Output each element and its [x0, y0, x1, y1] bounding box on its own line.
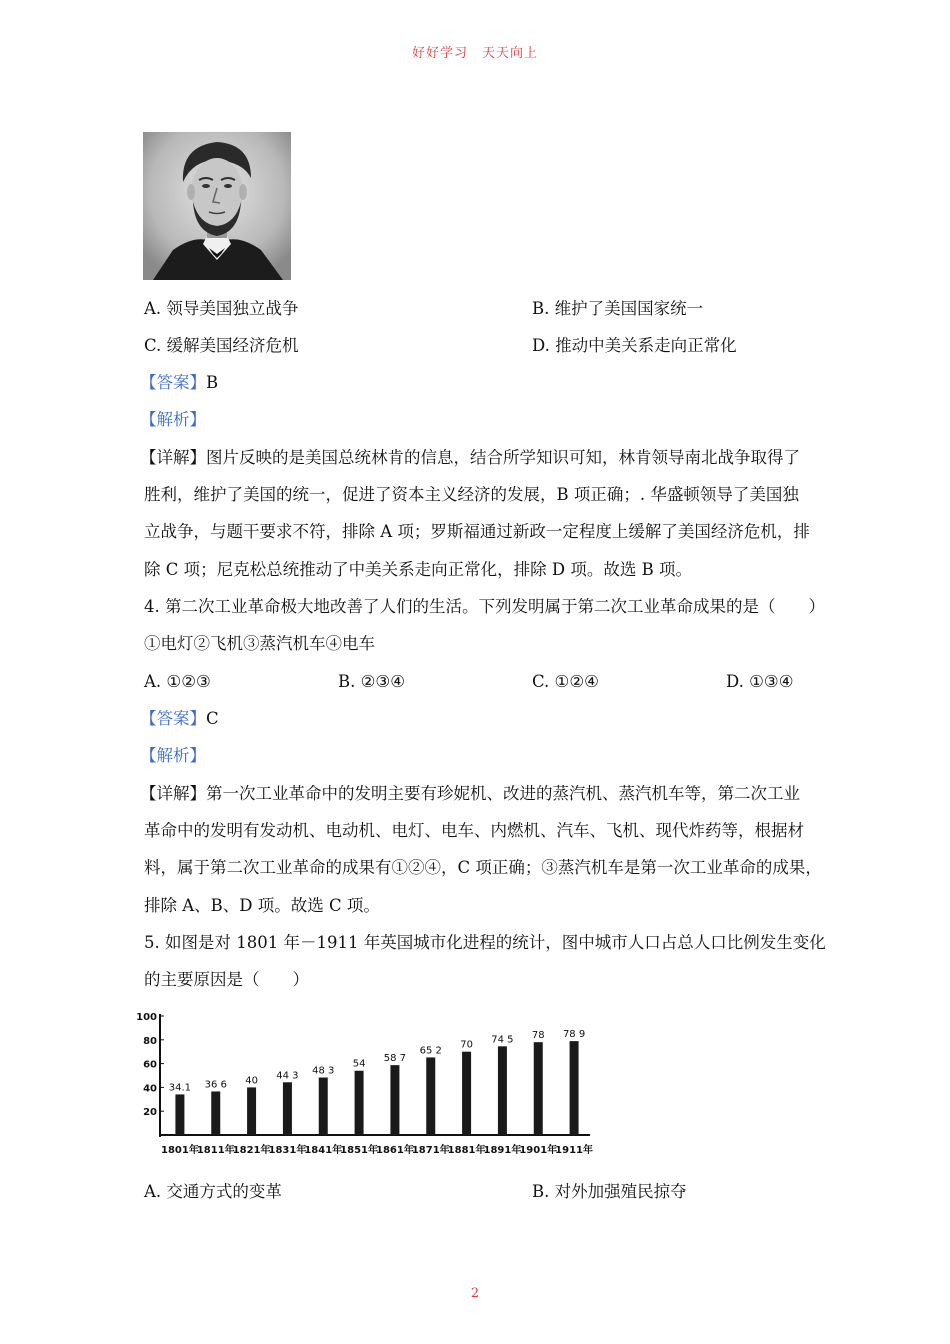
q3-detail-text-1: 图片反映的是美国总统林肯的信息，结合所学知识可知，林肯领导南北战争取得了	[206, 448, 800, 467]
q4-analysis-tag: 【解析】	[140, 746, 206, 765]
q4-detail-line-4: 排除 A、B、D 项。故选 C 项。	[144, 896, 380, 915]
category-label: 1851年	[340, 1145, 379, 1156]
q3-detail-line-2: 胜利，维护了美国的统一，促进了资本主义经济的发展，B 项正确；. 华盛顿领导了美国独	[144, 485, 799, 504]
y-tick-label: 20	[143, 1107, 157, 1119]
category-label: 1891年	[483, 1145, 522, 1156]
q5-stem-line-2: 的主要原因是（ ）	[144, 970, 309, 989]
q4-option-d: D. ①③④	[726, 672, 794, 691]
q4-items: ①电灯②飞机③蒸汽机车④电车	[144, 634, 375, 653]
y-tick-label: 40	[143, 1083, 157, 1095]
data-label: 74 5	[491, 1034, 514, 1046]
q4-detail-line-1	[140, 784, 800, 804]
q3-analysis-tag: 【解析】	[140, 410, 206, 429]
q4-stem: 4. 第二次工业革命极大地改善了人们的生活。下列发明属于第二次工业革命成果的是（ ）	[144, 597, 825, 616]
answer-tag: 【答案】	[140, 709, 206, 728]
data-label: 44 3	[276, 1070, 299, 1082]
data-label: 78	[531, 1030, 545, 1042]
q4-option-a: A. ①②③	[144, 672, 211, 691]
q4-option-b: B. ②③④	[338, 672, 405, 691]
bar	[570, 1041, 579, 1135]
bar	[390, 1065, 399, 1135]
data-label: 70	[460, 1039, 473, 1051]
category-label: 1861年	[375, 1145, 414, 1156]
urbanization-bar-chart	[136, 1010, 600, 1165]
category-label: 1901年	[519, 1145, 558, 1156]
category-label: 1831年	[268, 1145, 307, 1156]
bar	[498, 1046, 507, 1135]
q3-option-a: A. 领导美国独立战争	[144, 299, 299, 318]
q3-answer-value: B	[206, 373, 219, 392]
y-tick-label: 60	[143, 1059, 157, 1071]
data-label: 58 7	[383, 1053, 407, 1065]
detail-tag: 【详解】	[140, 784, 206, 803]
answer-tag: 【答案】	[140, 373, 206, 392]
q3-detail-line-1	[140, 448, 800, 468]
lincoln-portrait-image	[143, 132, 291, 280]
detail-tag: 【详解】	[140, 448, 206, 467]
q3-option-c: C. 缓解美国经济危机	[144, 336, 299, 355]
q3-option-b: B. 维护了美国国家统一	[532, 299, 704, 318]
q4-detail-line-3: 料，属于第二次工业革命的成果有①②④，C 项正确；③蒸汽机车是第一次工业革命的成果，	[144, 858, 822, 877]
bar	[426, 1057, 435, 1135]
bar	[319, 1078, 328, 1135]
bar	[283, 1082, 292, 1135]
chart-svg	[136, 1010, 600, 1165]
q4-detail-line-2: 革命中的发明有发动机、电动机、电灯、电车、内燃机、汽车、飞机、现代炸药等，根据材	[144, 821, 804, 840]
data-label: 48 3	[312, 1065, 335, 1077]
q4-option-c: C. ①②④	[532, 672, 599, 691]
q4-answer-value: C	[206, 709, 219, 728]
category-label: 1871年	[411, 1145, 450, 1156]
data-label: 54	[352, 1058, 366, 1070]
q5-option-a: A. 交通方式的变革	[144, 1182, 282, 1201]
page-number: 2	[470, 1286, 480, 1301]
category-label: 1911年	[555, 1145, 594, 1156]
data-label: 78 9	[562, 1029, 586, 1041]
data-label: 34.1	[168, 1082, 192, 1094]
bar	[175, 1094, 184, 1135]
y-tick-label: 80	[143, 1035, 157, 1047]
data-label: 65 2	[419, 1045, 442, 1057]
q5-option-b: B. 对外加强殖民掠夺	[532, 1182, 687, 1201]
y-tick-label: 100	[136, 1012, 157, 1023]
bar	[247, 1087, 256, 1135]
data-label: 36 6	[204, 1079, 227, 1091]
category-label: 1881年	[447, 1145, 486, 1156]
bar	[462, 1052, 471, 1135]
category-label: 1841年	[304, 1145, 343, 1156]
category-label: 1801年	[160, 1145, 199, 1156]
bar	[211, 1091, 220, 1135]
q4-answer	[140, 709, 219, 729]
q3-detail-line-3: 立战争，与题干要求不符，排除 A 项；罗斯福通过新政一定程度上缓解了美国经济危机，排	[144, 522, 810, 541]
q3-detail-line-4: 除 C 项；尼克松总统推动了中美关系走向正常化，排除 D 项。故选 B 项。	[144, 560, 692, 579]
data-label: 40	[245, 1075, 258, 1087]
q5-stem-line-1: 5. 如图是对 1801 年－1911 年英国城市化进程的统计，图中城市人口占总人口比例发生变化	[144, 933, 826, 952]
category-label: 1811年	[196, 1145, 235, 1156]
header-slogan: 好好学习 天天向上	[411, 46, 538, 61]
q3-option-d: D. 推动中美关系走向正常化	[532, 336, 737, 355]
category-label: 1821年	[232, 1145, 271, 1156]
bar	[534, 1042, 543, 1135]
bar	[355, 1071, 364, 1135]
q4-detail-text-1: 第一次工业革命中的发明主要有珍妮机、改进的蒸汽机、蒸汽机车等，第二次工业	[206, 784, 800, 803]
q3-answer	[140, 373, 218, 393]
